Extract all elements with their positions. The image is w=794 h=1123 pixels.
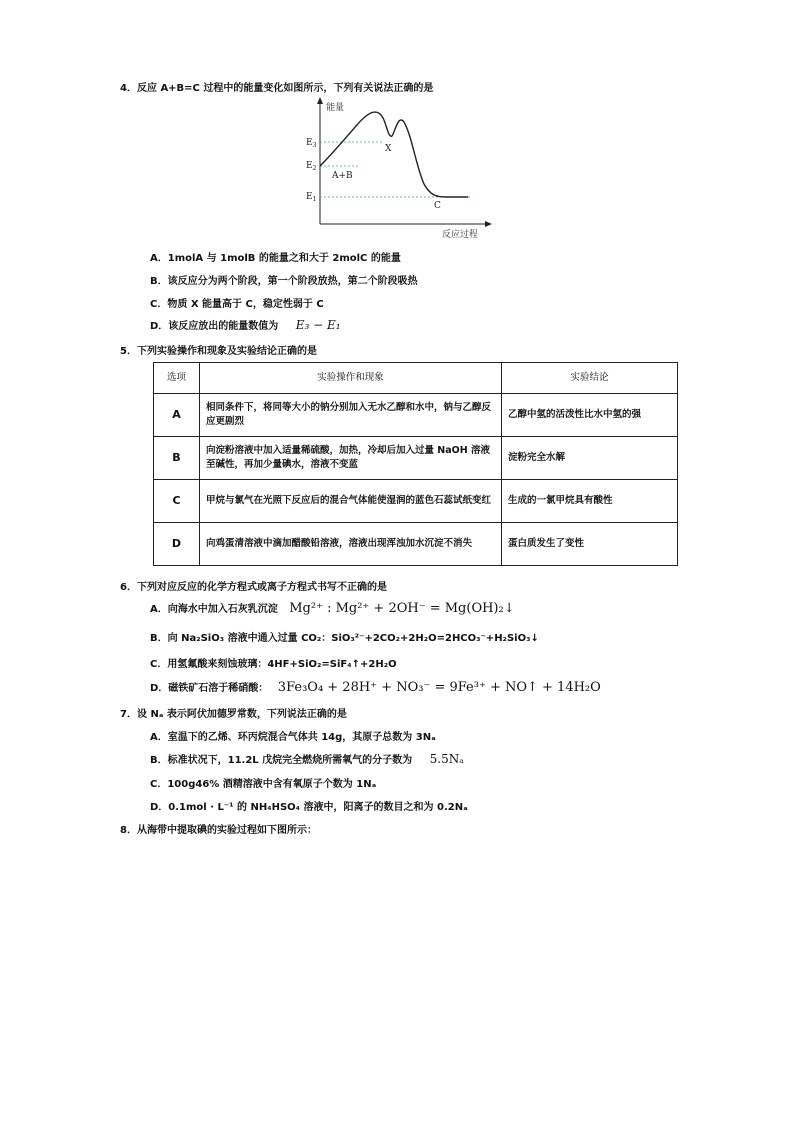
- q6-option-b: B．向 Na₂SiO₃ 溶液中通入过量 CO₂：SiO₃²⁻+2CO₂+2H₂O=2HCO₃⁻+H₂SiO₃↓: [150, 633, 539, 644]
- q4-title: 4．反应 A+B=C 过程中的能量变化如图所示，下列有关说法正确的是: [120, 83, 434, 94]
- energy-diagram: [300, 96, 500, 241]
- q6-option-a-text: A．向海水中加入石灰乳沉淀: [150, 604, 278, 615]
- row-operation: 向淀粉溶液中加入适量稀硫酸，加热，冷却后加入过量 NaOH 溶液至碱性，再加少量碘水，溶液不变蓝: [200, 437, 502, 480]
- e2-label: $E_2$: [306, 161, 317, 172]
- q8-title: 8．从海带中提取碘的实验过程如下图所示：: [120, 825, 317, 836]
- row-operation: 向鸡蛋清溶液中滴加醋酸铅溶液，溶液出现浑浊加水沉淀不消失: [200, 523, 502, 566]
- q4-option-d-text: D．该反应放出的能量数值为: [150, 321, 279, 332]
- q6-option-d: [150, 679, 601, 695]
- row-operation: 相同条件下，将同等大小的钠分别加入无水乙醇和水中，钠与乙醇反应更剧烈: [200, 394, 502, 437]
- row-operation: 甲烷与氯气在光照下反应后的混合气体能使湿润的蓝色石蕊试纸变红: [200, 480, 502, 523]
- point-x-label: X: [385, 144, 392, 154]
- q4-option-a: A．1molA 与 1molB 的能量之和大于 2molC 的能量: [150, 253, 401, 264]
- table-header-row: [154, 363, 678, 394]
- energy-curve: [320, 112, 468, 197]
- row-conclusion: 乙醇中氢的活泼性比水中氢的强: [502, 394, 678, 437]
- table-row: [154, 523, 678, 566]
- row-option: B: [154, 437, 200, 480]
- q7-option-c: C．100g46% 酒精溶液中含有氧原子个数为 1Nₐ: [150, 779, 377, 790]
- table-row: [154, 480, 678, 523]
- q7-option-b-formula: 5.5Nₐ: [429, 752, 464, 766]
- q7-option-b: [150, 751, 464, 766]
- q6-option-d-text: D．磁铁矿石溶于稀硝酸：: [150, 683, 269, 694]
- row-option: D: [154, 523, 200, 566]
- x-axis-label: 反应过程: [442, 230, 479, 240]
- table-row: [154, 394, 678, 437]
- q6-option-d-formula: 3Fe₃O₄ + 28H⁺ + NO₃⁻ = 9Fe³⁺ + NO↑ + 14H₂O: [277, 680, 601, 695]
- q5-title: 5．下列实验操作和现象及实验结论正确的是: [120, 346, 317, 357]
- q4-option-d-formula: E₃ − E₁: [295, 318, 341, 332]
- experiment-table: [153, 362, 678, 566]
- y-axis-arrow: [317, 97, 323, 104]
- point-ab-label: A+B: [332, 171, 353, 181]
- point-c-label: C: [434, 201, 441, 211]
- y-axis-label: 能量: [326, 103, 345, 113]
- x-axis-arrow: [485, 221, 492, 227]
- q6-option-a-formula: Mg²⁺ : Mg²⁺ + 2OH⁻ = Mg(OH)₂↓: [289, 601, 515, 616]
- row-conclusion: 蛋白质发生了变性: [502, 523, 678, 566]
- table-row: [154, 437, 678, 480]
- q7-title: 7．设 Nₐ 表示阿伏加德罗常数，下列说法正确的是: [120, 709, 347, 720]
- header-operation: 实验操作和现象: [200, 363, 502, 394]
- row-conclusion: 淀粉完全水解: [502, 437, 678, 480]
- q4-option-c: C．物质 X 能量高于 C，稳定性弱于 C: [150, 299, 324, 310]
- q6-title: 6．下列对应反应的化学方程式或离子方程式书写不正确的是: [120, 582, 387, 593]
- q6-option-a: [150, 600, 515, 616]
- q7-option-b-text: B．标准状况下，11.2L 戊烷完全燃烧所需氧气的分子数为: [150, 755, 413, 766]
- row-option: A: [154, 394, 200, 437]
- row-conclusion: 生成的一氯甲烷具有酸性: [502, 480, 678, 523]
- e1-label: $E_1$: [306, 192, 317, 203]
- row-option: C: [154, 480, 200, 523]
- e3-label: $E_3$: [306, 138, 317, 149]
- header-option: 选项: [154, 363, 200, 394]
- q4-option-b: B．该反应分为两个阶段，第一个阶段放热，第二个阶段吸热: [150, 276, 418, 287]
- header-conclusion: 实验结论: [502, 363, 678, 394]
- q7-option-a: A．室温下的乙烯、环丙烷混合气体共 14g，其原子总数为 3Nₐ: [150, 732, 436, 743]
- q6-option-c: C．用氢氟酸来刻蚀玻璃：4HF+SiO₂=SiF₄↑+2H₂O: [150, 659, 397, 670]
- q4-option-d: [150, 317, 341, 332]
- q7-option-d: D．0.1mol · L⁻¹ 的 NH₄HSO₄ 溶液中，阳离子的数目之和为 0.2Nₐ: [150, 802, 468, 813]
